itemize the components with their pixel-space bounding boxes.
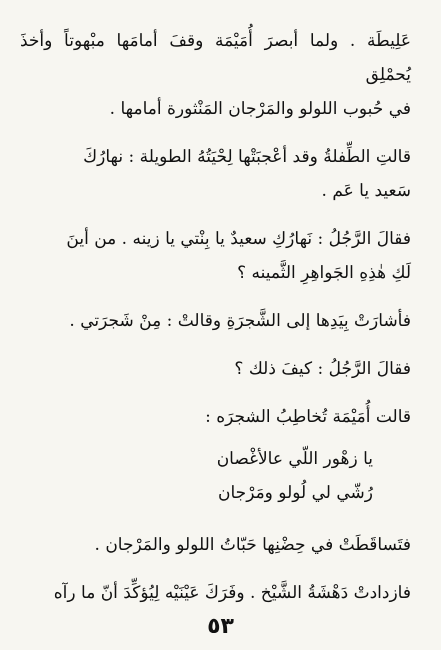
text-line: في حُبوب اللولو والمَرْجان المَنْثورة أمامها . xyxy=(109,99,411,119)
paragraph-4 xyxy=(20,304,411,338)
text-line: فقالَ الرَّجُلُ : كيفَ ذلك ؟ xyxy=(234,359,411,379)
text-line: فقالَ الرَّجُلُ : نَهارُكِ سعيدٌ يا بِنْتي يا زينه . من أينَ xyxy=(66,229,411,249)
paragraph-8 xyxy=(20,576,411,610)
text-line: سَعيد يا عَم . xyxy=(321,181,411,201)
paragraph-6 xyxy=(20,400,411,434)
verse-line: رُشّي لي لُولو ومَرْجان xyxy=(218,483,373,503)
text-line: فتَساقَطَتْ في حِضْنِها حَبّاتُ اللولو والمَرْجان . xyxy=(94,535,411,555)
verse-block xyxy=(20,442,411,510)
page-number: ٥٣ xyxy=(207,614,234,639)
text-line: لَكِ هٰذِهِ الجَواهِرِ الثَّمينه ؟ xyxy=(237,263,411,283)
paragraph-5 xyxy=(20,352,411,386)
paragraph-1 xyxy=(20,24,411,126)
verse-line: يا زهْور اللّي عالأغْصان xyxy=(216,449,373,469)
text-line: عَلِيطَة . ولما أبصرَ أُمَيْمَة وقفَ أمامَها مبْهوتاً وأخذَ يُحمْلِق xyxy=(20,31,411,85)
paragraph-3 xyxy=(20,222,411,290)
paragraph-2 xyxy=(20,140,411,208)
text-line: فازدادتْ دَهْشَةُ الشَّيْخ . وفَرَكَ عَيْنَيْه لِيُؤكِّدَ أنّ ما رآه xyxy=(53,583,411,603)
text-line: قالت أُمَيْمَة تُخاطِبُ الشجرَه : xyxy=(205,407,411,427)
text-line: قالتِ الطِّفلةُ وقد أعْجبَتْها لِحْيَتُهُ الطويلة : نهارُكَ xyxy=(83,147,411,167)
paragraph-7 xyxy=(20,528,411,562)
text-line: فأشارَتْ بِيَدِها إلى الشَّجرَةِ وقالتْ : مِنْ شَجرَتي . xyxy=(69,311,411,331)
